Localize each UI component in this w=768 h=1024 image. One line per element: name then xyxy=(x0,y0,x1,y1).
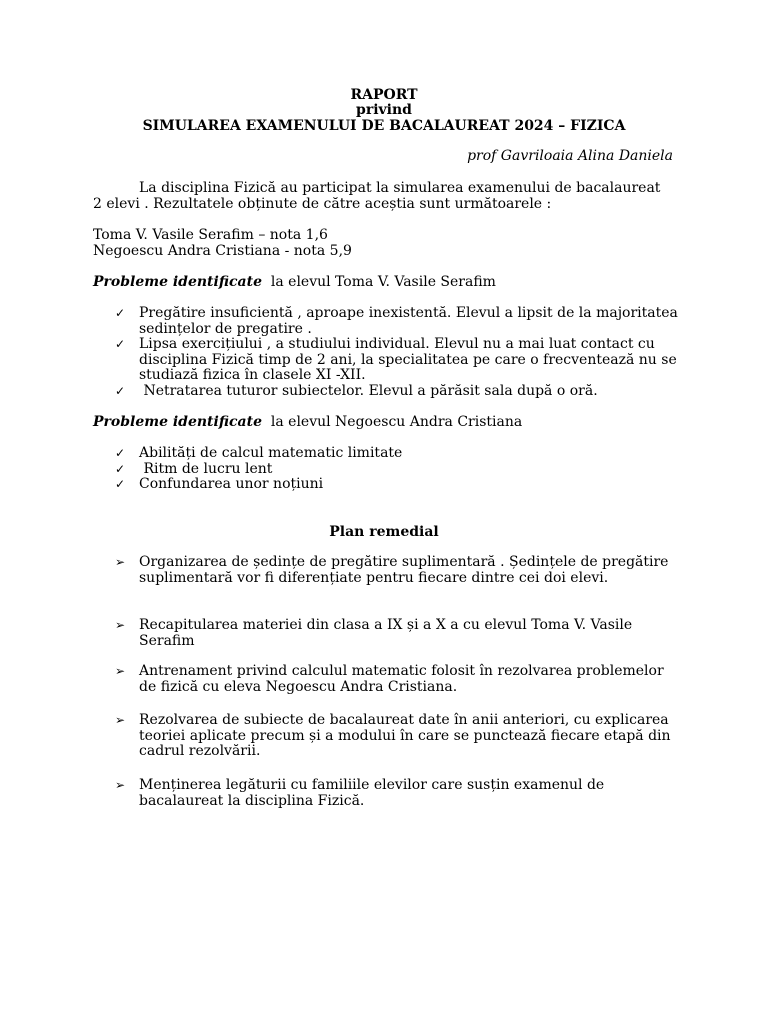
list-item-text: Organizarea de ședințe de pregătire suplimentară . Ședințele de pregătire suplimentară vor fi diferențiate pentru fiecare dintre cei doi elevi. xyxy=(139,554,669,586)
result-line: Negoescu Andra Cristiana - nota 5,9 xyxy=(93,243,352,259)
intro-line-2: 2 elevi . Rezultatele obținute de către aceștia sunt următoarele : xyxy=(93,196,552,212)
plan-title: Plan remedial xyxy=(329,524,439,540)
arrowhead-bullet-icon: ➢ xyxy=(115,618,126,632)
arrowhead-bullet-icon: ➢ xyxy=(115,713,126,727)
section-heading-subject: la elevul Negoescu Andra Cristiana xyxy=(261,414,523,430)
intro-line-1: La disciplina Fizică au participat la simularea examenului de bacalaureat xyxy=(139,180,661,196)
list-item-text: Recapitularea materiei din clasa a IX și a X a cu elevul Toma V. Vasile Serafim xyxy=(139,617,633,649)
arrowhead-bullet-icon: ➢ xyxy=(115,664,126,678)
list-item-text: Netratarea tuturor subiectelor. Elevul a părăsit sala după o oră. xyxy=(139,383,598,399)
report-subtitle: privind xyxy=(356,102,412,118)
checkmark-icon: ✓ xyxy=(115,306,126,320)
checkmark-icon: ✓ xyxy=(115,477,126,491)
checkmark-icon: ✓ xyxy=(115,337,126,351)
list-item-text: Menținerea legăturii cu familiile elevilor care susțin examenul de bacalaureat la disciplina Fizică. xyxy=(139,777,605,809)
list-item-text: Rezolvarea de subiecte de bacalaureat date în anii anteriori, cu explicarea teoriei aplicate precum și a modului în care se punctează fiecare etapă din cadrul rezolvării. xyxy=(139,712,671,760)
arrowhead-bullet-icon: ➢ xyxy=(115,555,126,569)
author-name: prof Gavriloaia Alina Daniela xyxy=(467,148,673,164)
section-heading-toma xyxy=(93,275,683,291)
section-heading-label: Probleme identificate xyxy=(93,274,262,290)
list-item-text: Confundarea unor noțiuni xyxy=(139,476,324,492)
checkmark-icon: ✓ xyxy=(115,446,126,460)
list-item-text: Antrenament privind calculul matematic folosit în rezolvarea problemelor de fizică cu eleva Negoescu Andra Cristiana. xyxy=(139,663,664,695)
list-item-text: Pregătire insuficientă , aproape inexistentă. Elevul a lipsit de la majoritatea sedințelor de pregatire . xyxy=(139,305,678,337)
section-heading-subject: la elevul Toma V. Vasile Serafim xyxy=(261,274,496,290)
section-heading-negoescu xyxy=(93,415,683,431)
list-item-text: Ritm de lucru lent xyxy=(139,461,273,477)
result-line: Toma V. Vasile Serafim – nota 1,6 xyxy=(93,227,328,243)
list-item-text: Abilități de calcul matematic limitate xyxy=(139,445,403,461)
section-heading-label: Probleme identificate xyxy=(93,414,262,430)
checkmark-icon: ✓ xyxy=(115,384,126,398)
checkmark-icon: ✓ xyxy=(115,462,126,476)
report-title: RAPORT xyxy=(350,87,418,103)
arrowhead-bullet-icon: ➢ xyxy=(115,778,126,792)
report-heading: SIMULAREA EXAMENULUI DE BACALAUREAT 2024 – FIZICA xyxy=(142,118,626,134)
list-item-text: Lipsa exercițiului , a studiului individual. Elevul nu a mai luat contact cu disciplina Fizică timp de 2 ani, la specialitatea pe care o frecventează nu se studiază fizica în clasele XI -XII. xyxy=(139,336,677,384)
